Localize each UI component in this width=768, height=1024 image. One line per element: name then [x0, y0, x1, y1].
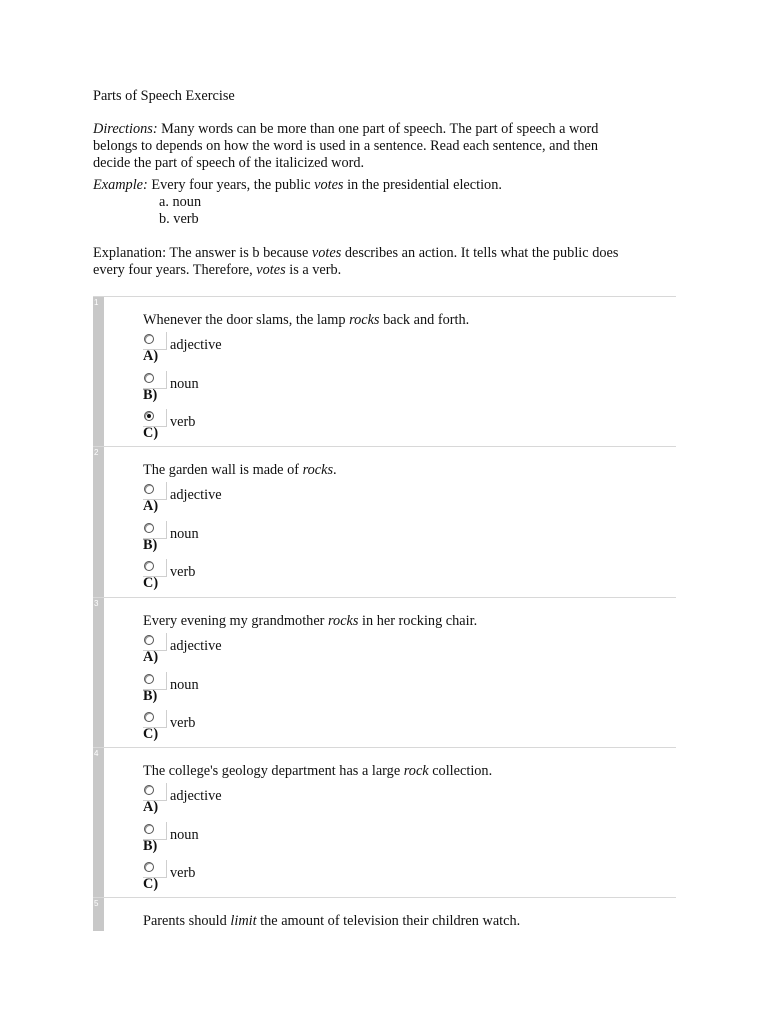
option-text[interactable]: noun [170, 826, 199, 843]
page-title: Parts of Speech Exercise [93, 88, 235, 104]
explanation-block [93, 245, 618, 279]
example-option-a: a. noun [159, 194, 202, 210]
option-text[interactable]: adjective [170, 487, 222, 503]
question-divider [93, 897, 676, 898]
sentence-text-before: Every evening my grandmother [143, 613, 329, 629]
sentence-text-before: Whenever the door slams, the lamp [143, 312, 350, 328]
option-cell-border [166, 822, 167, 840]
radio-button[interactable] [144, 334, 154, 344]
question-number-bar [93, 748, 104, 898]
question-sentence [143, 312, 469, 329]
radio-button[interactable] [144, 712, 154, 722]
option-text[interactable]: adjective [170, 638, 222, 654]
option-text[interactable]: verb [170, 715, 196, 731]
option-letter: A) [143, 498, 159, 514]
sentence-text-before: The garden wall is made of [143, 462, 303, 478]
option-letter: A) [143, 649, 159, 665]
directions-label: Directions: [93, 121, 158, 137]
option-cell-border [166, 559, 167, 577]
question-number: 3 [94, 599, 99, 608]
option-cell-border [166, 633, 167, 651]
explanation-line-2b: is a verb. [285, 262, 342, 278]
sentence-text-before: The college's geology department has a large [143, 763, 404, 779]
italicized-word: rock [403, 763, 429, 779]
option-cell-border [166, 672, 167, 690]
question-number: 1 [94, 298, 99, 307]
italicized-word: rocks [302, 462, 334, 478]
option-text[interactable]: verb [170, 564, 196, 580]
radio-button[interactable] [144, 484, 154, 494]
sentence-text-after: in her rocking chair. [358, 613, 478, 629]
italicized-word: limit [230, 913, 257, 929]
option-cell-border [166, 860, 167, 878]
option-letter: B) [143, 837, 158, 854]
option-letter: A) [143, 348, 159, 364]
option-text[interactable]: adjective [170, 788, 222, 804]
italicized-word: rocks [328, 613, 359, 629]
question-number-bar [93, 447, 104, 597]
radio-button[interactable] [144, 635, 154, 645]
option-text[interactable]: noun [170, 525, 199, 542]
explanation-line-1a: Explanation: The answer is b because [93, 245, 312, 261]
example-before: Every four years, the public [147, 177, 315, 193]
question-divider [93, 747, 676, 748]
option-cell-border [166, 409, 167, 427]
option-letter: C) [143, 876, 159, 892]
option-cell-border [166, 710, 167, 728]
example-block [93, 177, 502, 228]
radio-button[interactable] [144, 561, 154, 571]
option-text[interactable]: verb [170, 414, 196, 430]
directions-line-1: Many words can be more than one part of speech. The part of speech a word [157, 121, 599, 137]
directions-block [93, 121, 598, 172]
radio-button[interactable] [144, 674, 154, 684]
explanation-word-2: votes [256, 262, 286, 278]
option-cell-border [166, 482, 167, 500]
question-sentence [143, 613, 477, 630]
radio-button[interactable] [144, 373, 154, 383]
question-number: 2 [94, 448, 99, 457]
option-cell-border [166, 521, 167, 539]
sentence-text-after: . [333, 462, 337, 478]
italicized-word: rocks [349, 312, 380, 328]
sentence-text-after: the amount of television their children watch. [256, 913, 521, 929]
option-letter: A) [143, 799, 159, 815]
explanation-word-1: votes [311, 245, 342, 261]
question-number: 5 [94, 899, 99, 908]
option-letter: B) [143, 536, 158, 553]
directions-line-3: decide the part of speech of the italicized word. [93, 155, 365, 171]
directions-line-2: belongs to depends on how the word is used in a sentence. Read each sentence, and then [93, 138, 599, 154]
option-letter: B) [143, 687, 158, 704]
question-sentence [143, 913, 520, 930]
question-number: 4 [94, 749, 99, 758]
question-divider [93, 597, 676, 598]
example-option-b: b. verb [159, 211, 199, 227]
option-text[interactable]: adjective [170, 337, 222, 353]
question-number-bar [93, 297, 104, 447]
option-cell-border [166, 371, 167, 389]
example-word: votes [314, 177, 344, 193]
radio-button[interactable] [144, 824, 154, 834]
example-after: in the presidential election. [343, 177, 502, 193]
question-number-bar [93, 598, 104, 748]
option-text[interactable]: verb [170, 865, 196, 881]
option-text[interactable]: noun [170, 676, 199, 693]
option-text[interactable]: noun [170, 375, 199, 392]
option-cell-border [166, 783, 167, 801]
radio-button[interactable] [144, 523, 154, 533]
sentence-text-before: Parents should [143, 913, 231, 929]
option-letter: C) [143, 575, 159, 591]
option-letter: B) [143, 386, 158, 403]
option-cell-border [166, 332, 167, 350]
radio-button[interactable] [144, 862, 154, 872]
option-letter: C) [143, 425, 159, 441]
question-divider [93, 446, 676, 447]
sentence-text-after: collection. [428, 763, 493, 779]
explanation-line-2a: every four years. Therefore, [93, 262, 257, 278]
radio-button[interactable] [144, 785, 154, 795]
question-sentence [143, 763, 492, 780]
radio-button[interactable] [144, 411, 154, 421]
question-sentence [143, 462, 337, 479]
explanation-line-1b: describes an action. It tells what the public does [341, 245, 619, 261]
sentence-text-after: back and forth. [379, 312, 470, 328]
question-divider [93, 296, 676, 297]
option-letter: C) [143, 726, 159, 742]
example-label: Example: [93, 177, 148, 193]
